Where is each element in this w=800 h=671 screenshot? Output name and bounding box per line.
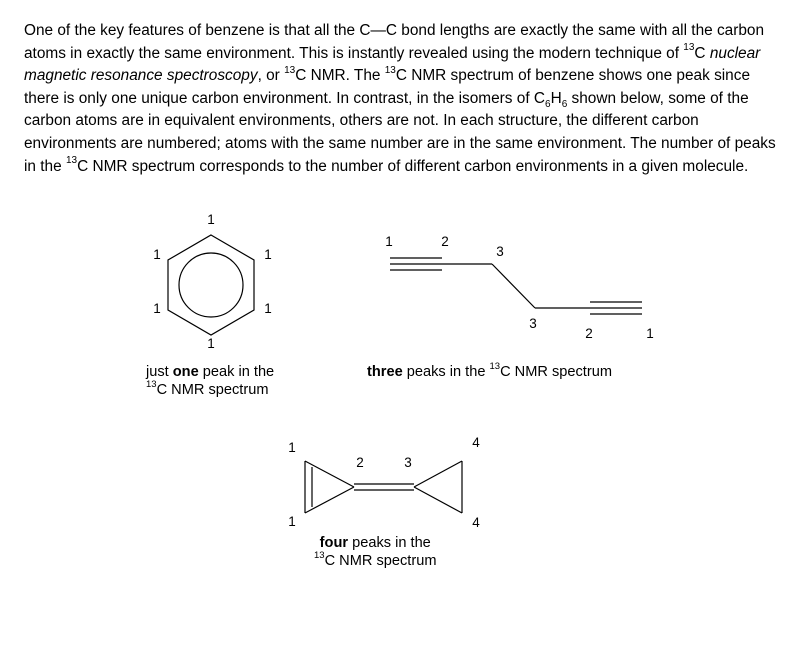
benzene-structure [168, 235, 254, 335]
hexadiyne-labels [385, 234, 654, 341]
bcp-label-lower-right: 4 [472, 515, 480, 530]
single-bond [492, 264, 535, 308]
intro-paragraph: One of the key features of benzene is that all the C—C bond lengths are exactly the same with all the carbon atoms in exactly the same environment. This is instantly revealed using the modern technique of $^{13}$C nuclear magnetic resonance spectroscopy, or $^{13}$C NMR. The $^{13}$C NMR spectrum of benzene shows one peak since there is only one unique carbon environment. In contrast, in the isomers of $C_6H_6$ shown below, some of the carbon atoms are in equivalent environments, others are not. In each structure, the different carbon environments are numbered; atoms with the same number are in the same environment. The number of peaks in the $^{13}$C NMR spectrum corresponds to the number of different carbon environments in a given molecule. [24, 22, 776, 175]
ring-bond [414, 487, 462, 513]
bcp-label-upper-left: 1 [288, 440, 296, 455]
hexadiyne-label-c3: 3 [496, 244, 504, 259]
hexadiyne-structure [390, 258, 642, 314]
hexadiyne-label-c1: 1 [385, 234, 393, 249]
hexadiyne-caption: three peaks in the $^{13}$C NMR spectrum [367, 361, 612, 380]
bcp-label-c3: 3 [404, 455, 412, 470]
benzene-label-lower-right: 1 [264, 301, 272, 316]
hexadiyne-label-c6: 1 [646, 326, 654, 341]
bcp-label-lower-left: 1 [288, 514, 296, 529]
hexadiyne-label-c4: 3 [529, 316, 537, 331]
ring-bond [414, 461, 462, 487]
benzene-caption: just one peak in the $^{13}$C NMR spectrum [146, 364, 275, 398]
benzene-label-upper-left: 1 [153, 247, 161, 262]
benzene-label-lower-left: 1 [153, 301, 161, 316]
benzene-aromatic-ring [179, 253, 243, 317]
bicyclopropylidene-structure [305, 461, 462, 513]
bcp-label-c2: 2 [356, 455, 364, 470]
bicyclopropylidene-caption: four peaks in the $^{13}$C NMR spectrum [314, 535, 437, 569]
benzene-label-top: 1 [207, 212, 215, 227]
benzene-hexagon [168, 235, 254, 335]
benzene-label-upper-right: 1 [264, 247, 272, 262]
bicyclopropylidene-labels [288, 435, 480, 530]
hexadiyne-label-c2: 2 [441, 234, 449, 249]
benzene-label-bottom: 1 [207, 336, 215, 351]
bcp-label-upper-right: 4 [472, 435, 480, 450]
hexadiyne-label-c5: 2 [585, 326, 593, 341]
